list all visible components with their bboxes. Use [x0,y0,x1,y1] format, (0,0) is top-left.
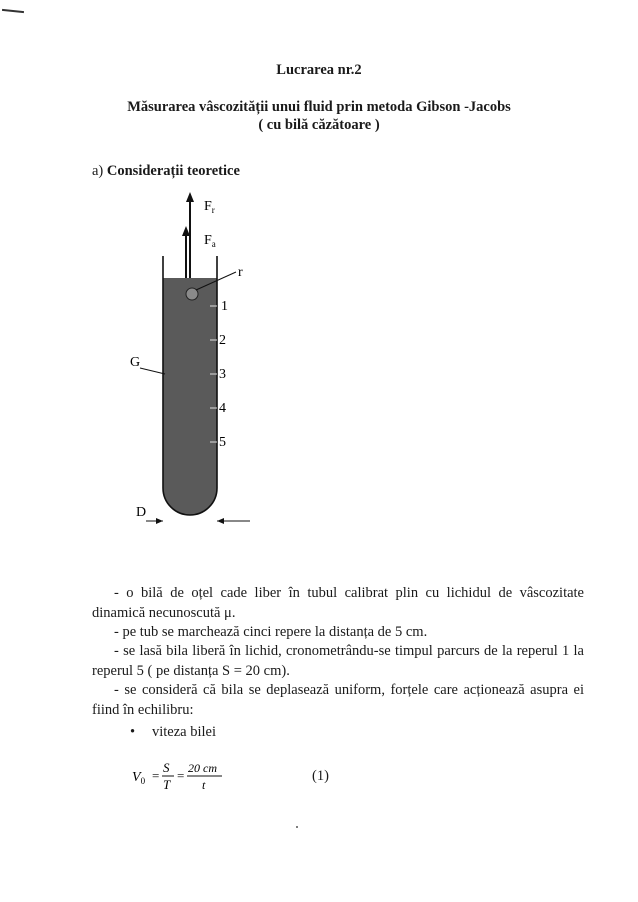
label-mark-4: 4 [219,401,226,416]
diameter-arrowhead-right [217,518,224,524]
label-mark-3: 3 [219,367,226,382]
scan-mark [2,9,24,13]
scan-speck [296,826,298,828]
label-d: D [136,505,147,520]
force-fa-arrowhead [182,226,190,236]
velocity-formula [130,756,250,796]
formula-den1: T [163,777,171,792]
page-title: Lucrarea nr.2 [276,62,362,78]
viscometer-figure [120,188,280,558]
subtitle-line-1: Măsurarea vâscozității unui fluid prin metoda Gibson -Jacobs [127,99,511,115]
bullet-dot: • [130,724,136,740]
formula-eq2: = [177,768,185,783]
section-prefix: a) [92,163,104,179]
page-subtitle [0,98,638,134]
subtitle-line-2: ( cu bilă căzătoare ) [258,117,380,133]
diameter-arrowhead-left [156,518,163,524]
label-mark-2: 2 [219,333,226,348]
g-pointer [140,368,165,374]
label-mark-5: 5 [219,435,226,450]
paragraph-ball-falls: - o bilă de oțel cade liber în tubul calibrat plin cu lichidul de vâscozitate dinamică necunoscută μ. [92,585,584,621]
label-fr: $F_r$ [204,199,215,215]
formula-eq1: = [152,768,160,783]
label-fa: $F_a$ [204,233,216,249]
section-title: Considerații teoretice [106,163,240,179]
equation-number: (1) [312,768,329,784]
formula-num2: 20 cm [188,761,217,775]
paragraph-marks: - pe tub se marchează cinci repere la distanța de 5 cm. [114,624,428,640]
paragraph-equilibrium: - se consideră că bila se deplasează uniform, forțele care acționează asupra ei fiind în echilibru: [92,682,584,718]
label-g: G [130,355,141,370]
label-mark-1: 1 [221,299,228,314]
formula-lhs: $V_0$ [132,770,146,786]
bullet-text: viteza bilei [152,724,217,740]
label-r: r [238,265,243,280]
paragraph-timing: - se lasă bila liberă în lichid, cronometrându-se timpul parcurs de la reperul 1 la reperul 5 ( pe distanța S = 20 cm). [92,643,584,679]
formula-num1: S [163,760,170,775]
force-fr-arrowhead [186,192,194,202]
formula-den2: t [202,778,206,792]
tube-fluid [163,278,217,515]
bullet-item [130,724,216,741]
section-heading [92,163,240,180]
